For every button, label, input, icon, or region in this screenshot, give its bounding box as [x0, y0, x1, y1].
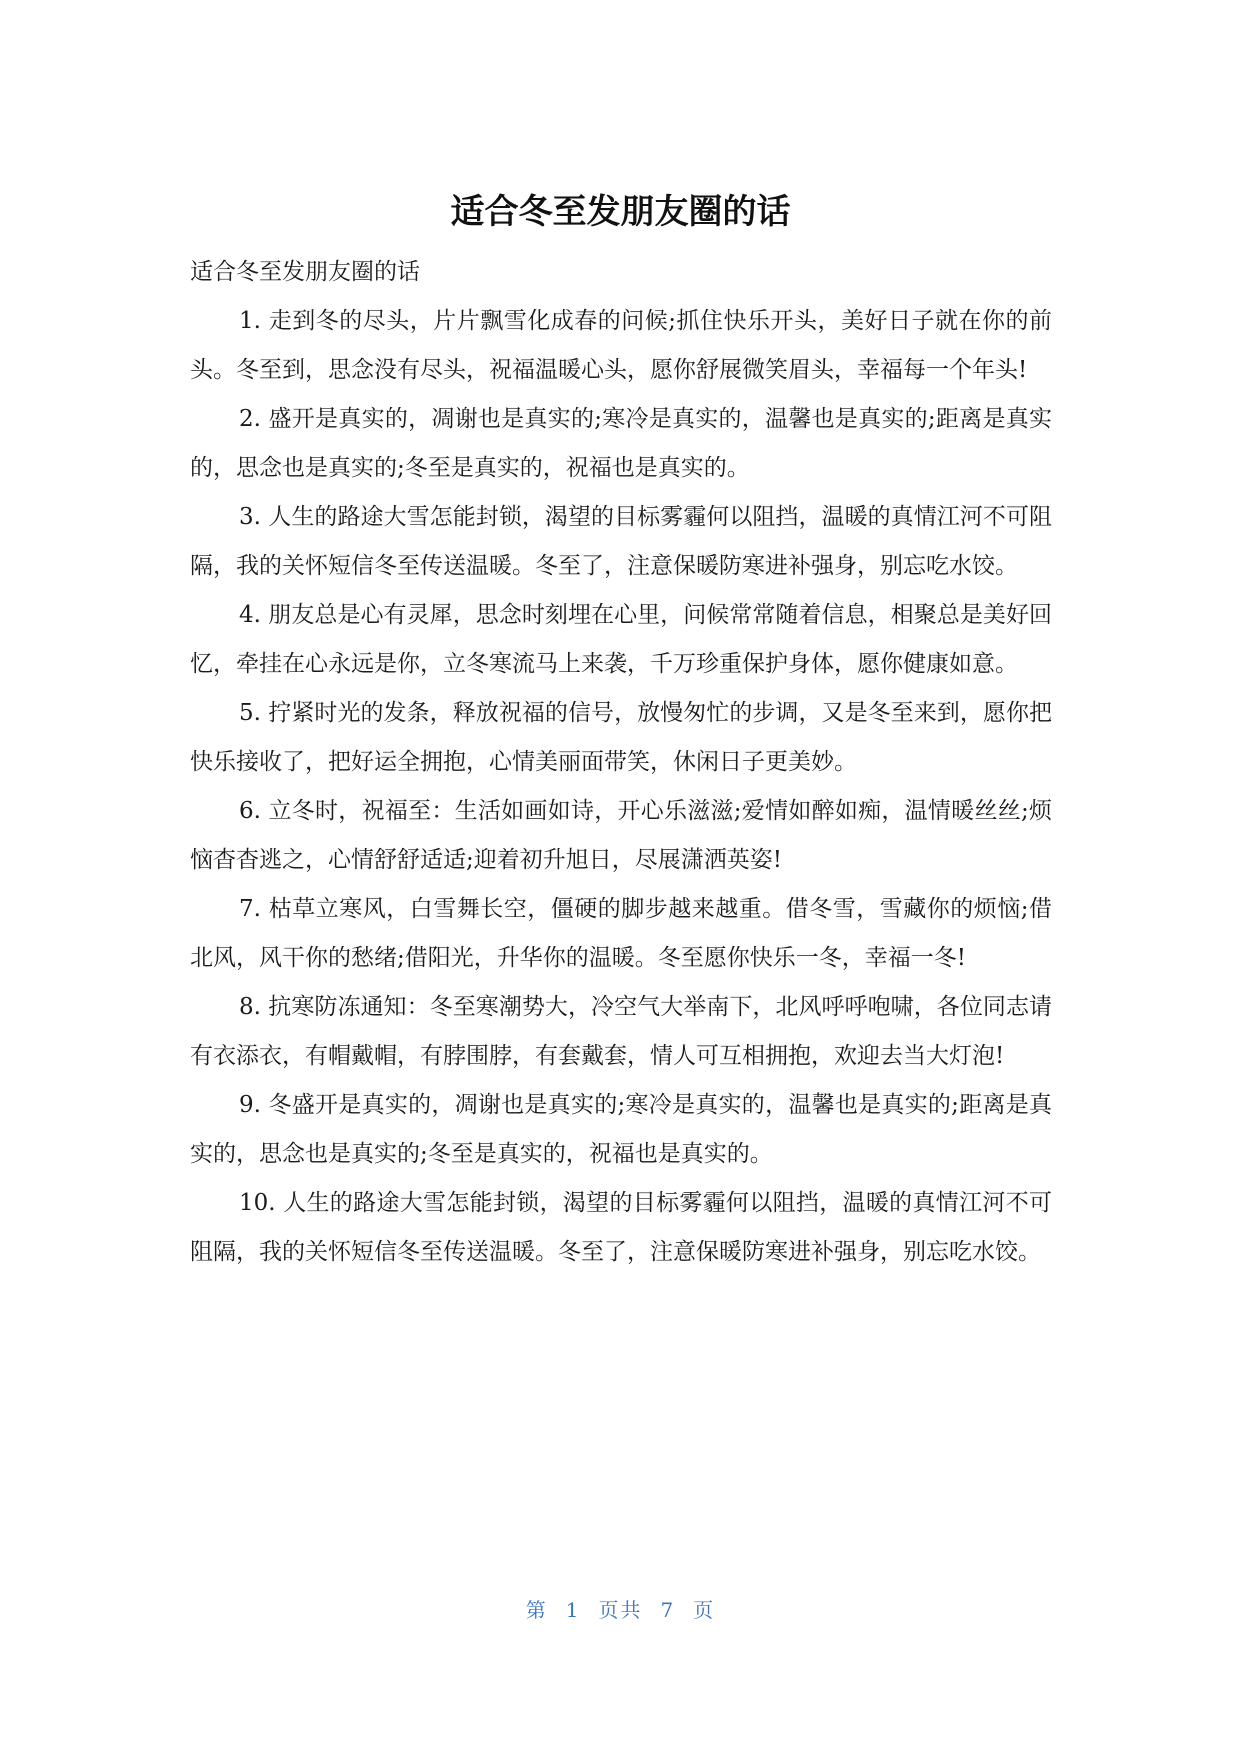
list-item: 5. 拧紧时光的发条，释放祝福的信号，放慢匆忙的步调，又是冬至来到，愿你把快乐接收了，把好运全拥抱，心情美丽面带笑，休闲日子更美妙。 — [190, 700, 1052, 775]
footer-current-page: 1 — [565, 1598, 581, 1622]
list-item: 8. 抗寒防冻通知：冬至寒潮势大，冷空气大举南下，北风呼呼咆啸，各位同志请有衣添衣，有帽戴帽，有脖围脖，有套戴套，情人可互相拥抱，欢迎去当大灯泡! — [190, 994, 1052, 1069]
list-item: 4. 朋友总是心有灵犀，思念时刻埋在心里，问候常常随着信息，相聚总是美好回忆，牵挂在心永远是你，立冬寒流马上来袭，千万珍重保护身体，愿你健康如意。 — [190, 602, 1052, 677]
list-item: 3. 人生的路途大雪怎能封锁，渴望的目标雾霾何以阻挡，温暖的真情江河不可阻隔，我的关怀短信冬至传送温暖。冬至了，注意保暖防寒进补强身，别忘吃水饺。 — [190, 504, 1052, 579]
document-title: 适合冬至发朋友圈的话 — [450, 192, 791, 232]
document-subtitle: 适合冬至发朋友圈的话 — [190, 259, 420, 285]
list-item: 7. 枯草立寒风，白雪舞长空，僵硬的脚步越来越重。借冬雪，雪藏你的烦恼;借北风，风干你的愁绪;借阳光，升华你的温暖。冬至愿你快乐一冬，幸福一冬! — [190, 896, 1052, 971]
document-body — [190, 248, 1052, 1277]
footer-total-pages: 7 — [660, 1598, 676, 1622]
list-item: 6. 立冬时，祝福至：生活如画如诗，开心乐滋滋;爱情如醉如痴，温情暖丝丝;烦恼杳杳逃之，心情舒舒适适;迎着初升旭日，尽展潇洒英姿! — [190, 798, 1052, 873]
page-number-footer — [0, 1596, 1241, 1624]
list-item: 9. 冬盛开是真实的，凋谢也是真实的;寒冷是真实的，温馨也是真实的;距离是真实的，思念也是真实的;冬至是真实的，祝福也是真实的。 — [190, 1092, 1052, 1167]
footer-middle: 页共 — [598, 1598, 643, 1622]
list-item: 2. 盛开是真实的，凋谢也是真实的;寒冷是真实的，温馨也是真实的;距离是真实的，思念也是真实的;冬至是真实的，祝福也是真实的。 — [190, 406, 1052, 481]
list-item: 10. 人生的路途大雪怎能封锁，渴望的目标雾霾何以阻挡，温暖的真情江河不可阻隔，我的关怀短信冬至传送温暖。冬至了，注意保暖防寒进补强身，别忘吃水饺。 — [190, 1190, 1052, 1265]
footer-prefix: 第 — [525, 1598, 548, 1622]
list-item: 1. 走到冬的尽头，片片飘雪化成春的问候;抓住快乐开头，美好日子就在你的前头。冬至到，思念没有尽头，祝福温暖心头，愿你舒展微笑眉头，幸福每一个年头! — [190, 308, 1052, 383]
footer-suffix: 页 — [693, 1598, 716, 1622]
